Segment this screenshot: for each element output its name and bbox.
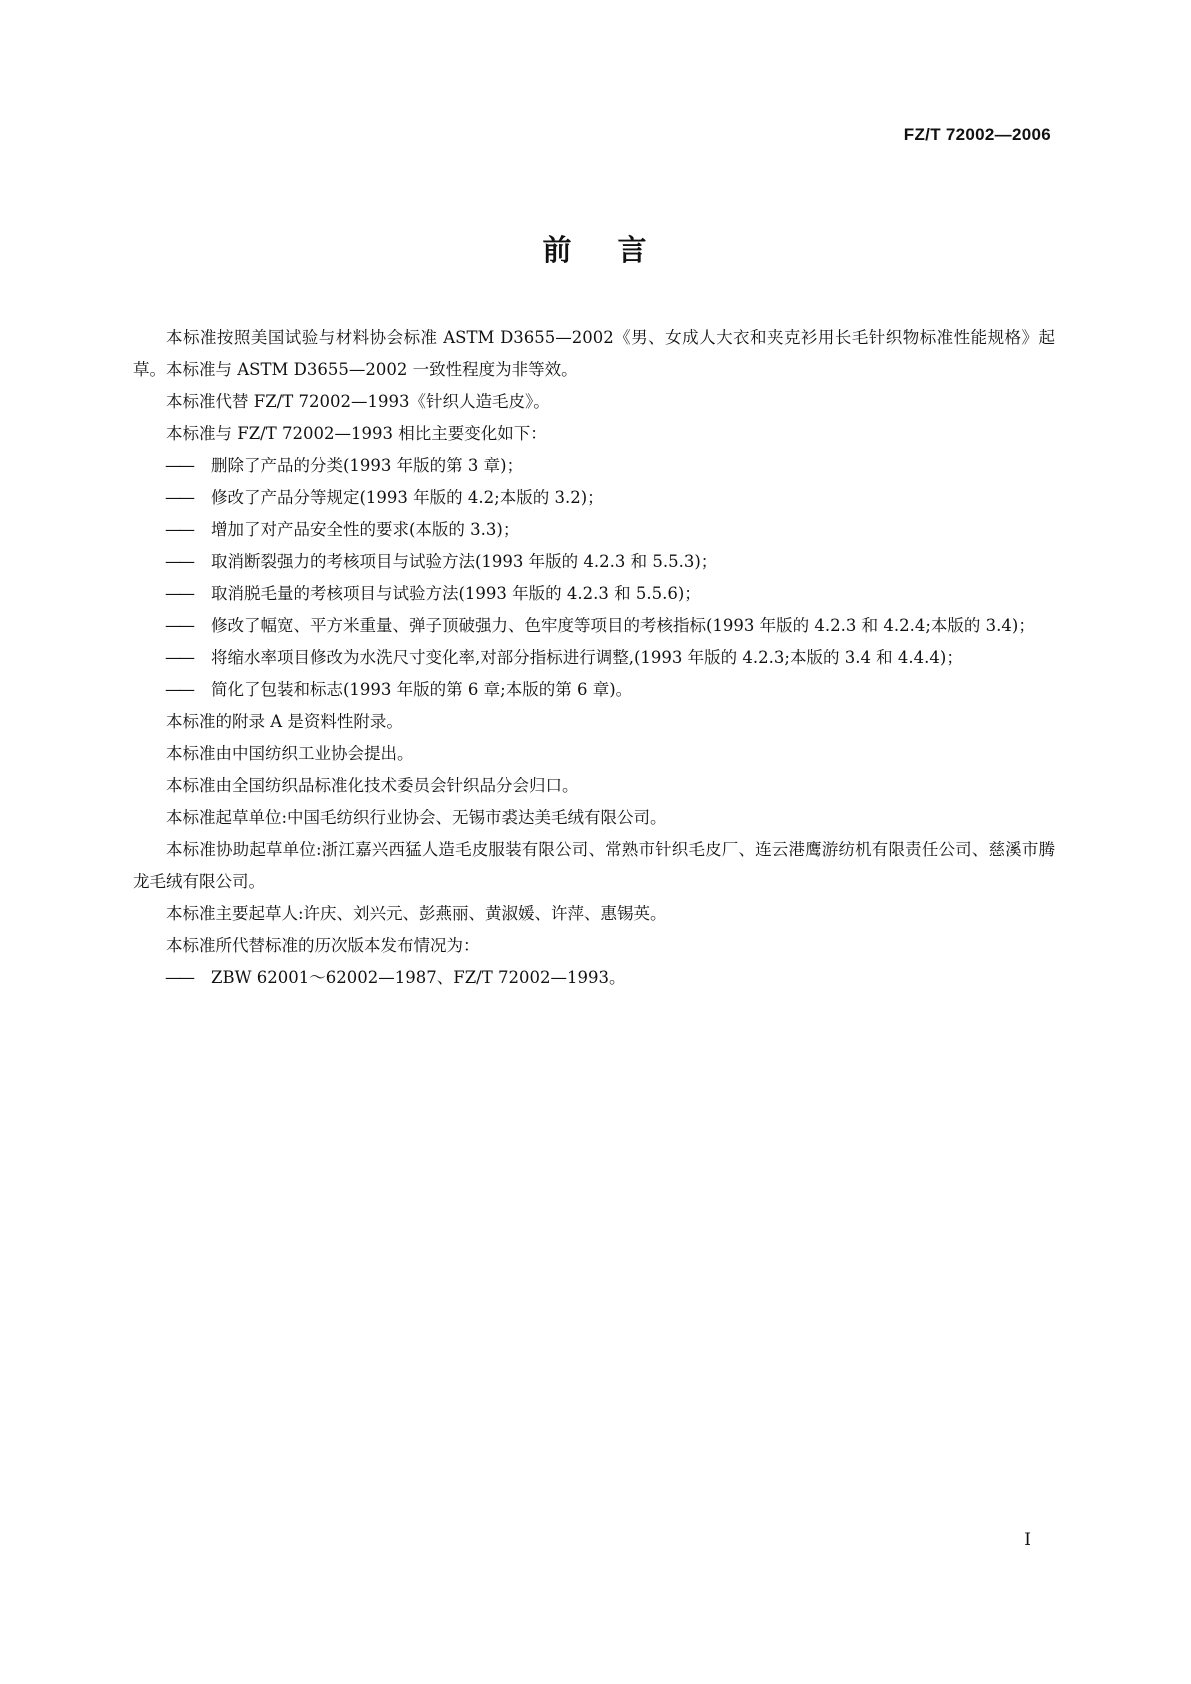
dash-marker: ——: [165, 456, 192, 475]
dash-marker: ——: [165, 680, 192, 699]
proposed-by-paragraph: 本标准由中国纺织工业协会提出。: [166, 744, 414, 763]
dash-marker: ——: [165, 616, 192, 635]
list-item-text: 取消断裂强力的考核项目与试验方法(1993 年版的 4.2.3 和 5.5.3)；: [211, 552, 718, 571]
changes-intro-paragraph: 本标准与 FZ/T 72002—1993 相比主要变化如下：: [166, 424, 547, 443]
list-item: [133, 642, 1055, 674]
list-item-text: 简化了包装和标志(1993 年版的第 6 章;本版的第 6 章)。: [211, 680, 633, 699]
dash-marker: ——: [165, 968, 192, 987]
managed-by-paragraph: 本标准由全国纺织品标准化技术委员会针织品分会归口。: [166, 776, 579, 795]
appendix-paragraph: 本标准的附录 A 是资料性附录。: [166, 712, 403, 731]
list-item: [133, 482, 1055, 514]
list-item-text: ZBW 62001～62002—1987、FZ/T 72002—1993。: [211, 968, 626, 987]
replaces-paragraph: 本标准代替 FZ/T 72002—1993《针织人造毛皮》。: [166, 392, 550, 411]
list-item-text: 修改了产品分等规定(1993 年版的 4.2;本版的 3.2)；: [211, 488, 604, 507]
assisting-units-paragraph: 本标准协助起草单位:浙江嘉兴西猛人造毛皮服装有限公司、常熟市针织毛皮厂、连云港鹰游纺机有限责任公司、慈溪市腾龙毛绒有限公司。: [133, 840, 1055, 891]
foreword-body: [133, 322, 1055, 994]
dash-marker: ——: [165, 552, 192, 571]
list-item-text: 增加了对产品安全性的要求(本版的 3.3)；: [211, 520, 520, 539]
page-title: [0, 228, 1191, 269]
list-item: [133, 610, 1055, 642]
dash-marker: ——: [165, 520, 192, 539]
title-char-1: 前: [542, 233, 574, 267]
list-item: [133, 962, 1055, 994]
page-number: I: [1024, 1530, 1031, 1550]
list-item-text: 删除了产品的分类(1993 年版的第 3 章)；: [211, 456, 524, 475]
list-item: [133, 450, 1055, 482]
dash-marker: ——: [165, 584, 192, 603]
list-item-text: 将缩水率项目修改为水洗尺寸变化率,对部分指标进行调整,(1993 年版的 4.2.3;本版的 3.4 和 4.4.4)；: [211, 648, 963, 667]
title-char-2: 言: [617, 233, 649, 267]
list-item: [133, 674, 1055, 706]
list-item-text: 取消脱毛量的考核项目与试验方法(1993 年版的 4.2.3 和 5.5.6)；: [211, 584, 701, 603]
list-item: [133, 578, 1055, 610]
drafting-unit-paragraph: 本标准起草单位:中国毛纺织行业协会、无锡市裘达美毛绒有限公司。: [166, 808, 667, 827]
list-item: [133, 546, 1055, 578]
drafters-paragraph: 本标准主要起草人:许庆、刘兴元、彭燕丽、黄淑媛、许萍、惠锡英。: [166, 904, 667, 923]
list-item-text: 修改了幅宽、平方米重量、弹子顶破强力、色牢度等项目的考核指标(1993 年版的 4.2.3 和 4.2.4;本版的 3.4)；: [211, 616, 1035, 635]
dash-marker: ——: [165, 648, 192, 667]
standard-code: FZ/T 72002—2006: [903, 125, 1051, 144]
intro-paragraph: 本标准按照美国试验与材料协会标准 ASTM D3655—2002《男、女成人大衣和夹克衫用长毛针织物标准性能规格》起草。本标准与 ASTM D3655—2002 一致性程度为非等效。: [133, 328, 1055, 379]
list-item: [133, 514, 1055, 546]
history-intro-paragraph: 本标准所代替标准的历次版本发布情况为：: [166, 936, 480, 955]
changes-list: [133, 450, 1055, 706]
dash-marker: ——: [165, 488, 192, 507]
history-list: [133, 962, 1055, 994]
